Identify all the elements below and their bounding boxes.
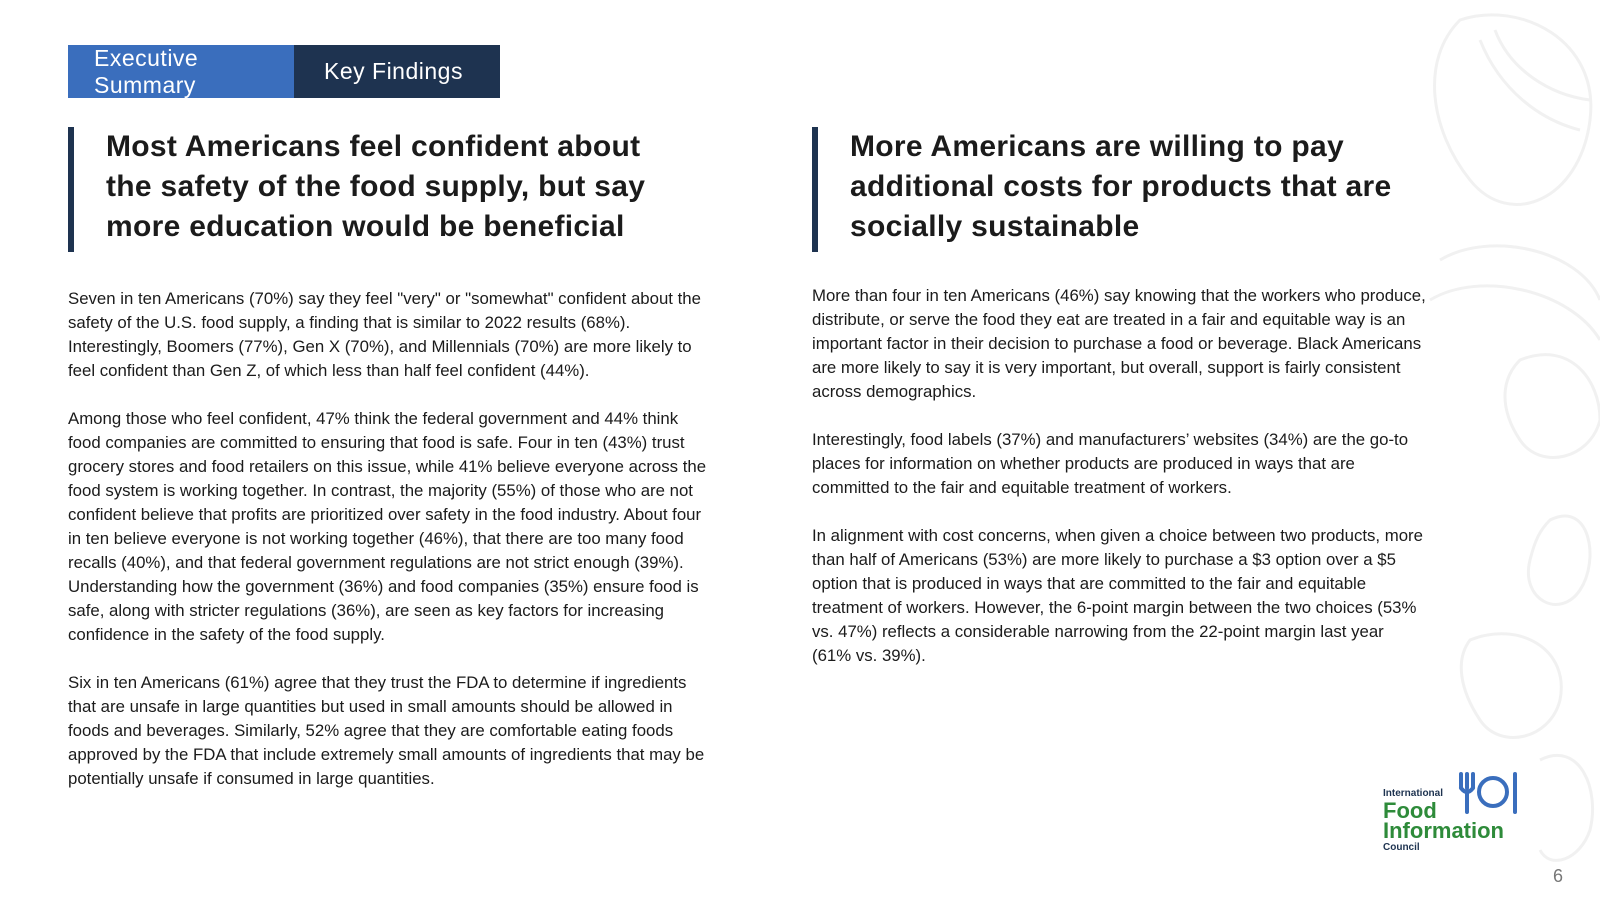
left-body-text (68, 287, 713, 815)
heading-line: Most Americans feel confident about (106, 130, 641, 163)
logo-text-council: Council (1383, 842, 1420, 853)
body-paragraph: More than four in ten Americans (46%) say knowing that the workers who produce, distribute, or serve the food they eat are treated in a fair and equitable way is an important factor in their decision to purchase a food or beverage. Black Americans are more likely to say it is very important, but overall, support is fairly consistent across demographics. (812, 286, 1426, 401)
right-heading-text (850, 127, 1440, 247)
heading-line: more education would be beneficial (106, 210, 625, 243)
heading-line: socially sustainable (850, 210, 1140, 243)
section-tabs (68, 45, 500, 98)
body-paragraph: Seven in ten Americans (70%) say they feel "very" or "somewhat" confident about the safety of the U.S. food supply, a finding that is similar to 2022 results (68%). Interestingly, Boomers (77%), Gen X (70%), and Millennials (70%) are more likely to feel confident than Gen Z, of which less than half feel confident (44%). (68, 289, 701, 380)
right-section-heading (812, 127, 1440, 252)
logo-text-international: International (1383, 788, 1444, 799)
body-paragraph: Six in ten Americans (61%) agree that they trust the FDA to determine if ingredients that are unsafe in large quantities but used in small amounts should be allowed in foods and beverages. Similarly, 52% agree that they are comfortable eating foods approved by the FDA that include extremely small amounts of ingredients that may be potentially unsafe if consumed in large quantities. (68, 673, 705, 788)
tab-executive-summary[interactable]: Executive Summary (68, 45, 294, 98)
page-number: 6 (1553, 866, 1564, 886)
left-section-heading (68, 127, 706, 252)
fork-plate-icon (1453, 768, 1523, 818)
heading-line: the safety of the food supply, but say (106, 170, 646, 203)
right-body-text (812, 284, 1427, 692)
ific-logo (1383, 780, 1533, 870)
logo-text-information: Information (1383, 818, 1504, 843)
body-paragraph: Interestingly, food labels (37%) and manufacturers’ websites (34%) are the go-to places for information on whether products are produced in ways that are committed to the fair and equitable treatment of workers. (812, 430, 1409, 497)
heading-line: More Americans are willing to pay (850, 130, 1344, 163)
tab-key-findings[interactable]: Key Findings (294, 45, 500, 98)
logo-text-food: Food (1383, 798, 1437, 823)
heading-line: additional costs for products that are (850, 170, 1392, 203)
body-paragraph: Among those who feel confident, 47% think the federal government and 44% think food companies are committed to ensuring that food is safe. Four in ten (43%) trust grocery stores and food retailers on this issue, while 41% believe everyone across the food system is working together. In contrast, the majority (55%) of those who are not confident believe that profits are prioritized over safety in the food industry. About four in ten believe everyone is not working together (46%), that there are too many food recalls (40%), and that federal government regulations are not strict enough (39%). Understanding how the government (36%) and food companies (35%) ensure food is safe, along with stricter regulations (36%), are seen as key factors for increasing confidence in the safety of the food supply. (68, 409, 707, 644)
left-heading-text (106, 127, 706, 247)
body-paragraph: In alignment with cost concerns, when given a choice between two products, more than half of Americans (53%) are more likely to purchase a $3 option over a $5 option that is produced in ways that are committed to the fair and equitable treatment of workers. However, the 6-point margin between the two choices (53% vs. 47%) reflects a considerable narrowing from the 22-point margin last year (61% vs. 39%). (812, 526, 1423, 665)
